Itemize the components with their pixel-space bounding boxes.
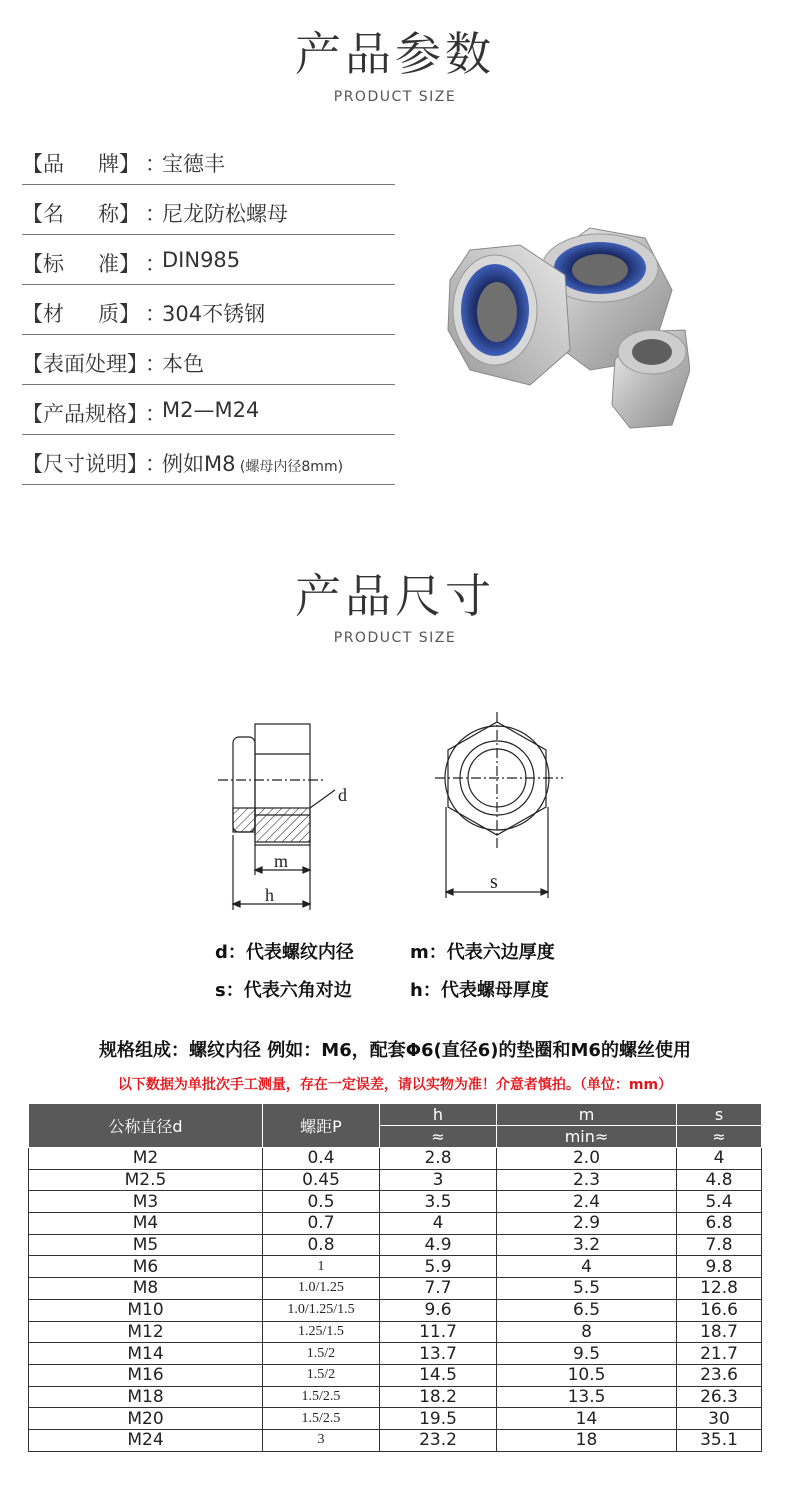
param-label-part: 【表面处理】 xyxy=(22,352,148,376)
cell-m: 3.2 xyxy=(497,1234,677,1256)
table-row xyxy=(29,1278,762,1300)
cell-pitch: 3 xyxy=(263,1429,380,1451)
param-value xyxy=(162,448,343,478)
table-row xyxy=(29,1321,762,1343)
param-row xyxy=(22,135,395,185)
cell-diameter: M24 xyxy=(29,1429,263,1451)
param-label-part: 准】 xyxy=(98,252,140,276)
param-label-part: 牌】 xyxy=(98,152,140,176)
cell-m: 5.5 xyxy=(497,1278,677,1300)
cell-h: 18.2 xyxy=(380,1386,497,1408)
param-colon: ： xyxy=(145,302,166,326)
cell-m: 6.5 xyxy=(497,1299,677,1321)
cell-pitch: 0.4 xyxy=(263,1148,380,1170)
table-row xyxy=(29,1169,762,1191)
cell-diameter: M20 xyxy=(29,1408,263,1430)
cell-h: 7.7 xyxy=(380,1278,497,1300)
cell-m: 10.5 xyxy=(497,1364,677,1386)
cell-m: 8 xyxy=(497,1321,677,1343)
cell-h: 5.9 xyxy=(380,1256,497,1278)
cell-pitch: 1.5/2 xyxy=(263,1364,380,1386)
header-s: s xyxy=(677,1104,762,1126)
cell-pitch: 1.5/2 xyxy=(263,1343,380,1365)
cell-diameter: M18 xyxy=(29,1386,263,1408)
cell-h: 9.6 xyxy=(380,1299,497,1321)
param-value xyxy=(162,198,288,228)
section-title-size: 产品尺寸 xyxy=(295,569,495,623)
param-row xyxy=(22,435,395,485)
param-label-part: 【尺寸说明】 xyxy=(22,452,148,476)
legend-d: d：代表螺纹内径 xyxy=(215,942,354,963)
cell-s: 16.6 xyxy=(677,1299,762,1321)
param-label-part: 【产品规格】 xyxy=(22,402,148,426)
header-h-sub: ≈ xyxy=(380,1126,497,1148)
param-label xyxy=(22,298,140,328)
cell-s: 6.8 xyxy=(677,1213,762,1235)
param-value-note: (螺母内径8mm) xyxy=(235,459,344,475)
cell-s: 9.8 xyxy=(677,1256,762,1278)
param-label-part: 称】 xyxy=(98,202,140,226)
cell-diameter: M6 xyxy=(29,1256,263,1278)
param-value-text: 304不锈钢 xyxy=(162,302,266,326)
cell-m: 18 xyxy=(497,1429,677,1451)
section-title-params: 产品参数 xyxy=(295,27,495,81)
cell-s: 21.7 xyxy=(677,1343,762,1365)
param-label xyxy=(22,448,148,478)
param-label-part: 【名 xyxy=(22,202,64,226)
section-subtitle-size: PRODUCT SIZE xyxy=(333,630,457,646)
param-label-part: 【品 xyxy=(22,152,64,176)
cell-diameter: M16 xyxy=(29,1364,263,1386)
param-value xyxy=(162,248,240,272)
param-colon: ： xyxy=(145,202,166,226)
legend-h: h：代表螺母厚度 xyxy=(410,980,549,1001)
param-row xyxy=(22,335,395,385)
label-h: h xyxy=(265,885,274,905)
param-colon: ： xyxy=(145,402,166,426)
param-value-text: 本色 xyxy=(162,352,204,376)
cell-pitch: 1.25/1.5 xyxy=(263,1321,380,1343)
param-value xyxy=(162,148,225,178)
cell-s: 23.6 xyxy=(677,1364,762,1386)
cell-m: 9.5 xyxy=(497,1343,677,1365)
header-m: m xyxy=(497,1104,677,1126)
table-row xyxy=(29,1213,762,1235)
param-colon: ： xyxy=(145,352,166,376)
measurement-warning: 以下数据为单批次手工测量，存在一定误差，请以实物为准！介意者慎拍。（单位：mm） xyxy=(117,1077,673,1093)
label-d: d xyxy=(338,785,347,805)
cell-s: 4 xyxy=(677,1148,762,1170)
param-value-text: M2—M24 xyxy=(162,398,260,422)
param-value xyxy=(162,348,204,378)
spec-composition-note: 规格组成：螺纹内径 例如：M6，配套Φ6(直径6)的垫圈和M6的螺丝使用 xyxy=(99,1040,691,1061)
cell-diameter: M4 xyxy=(29,1213,263,1235)
spec-table xyxy=(28,1103,762,1452)
header-s-sub: ≈ xyxy=(677,1126,762,1148)
front-view-drawing xyxy=(435,712,563,898)
cell-s: 18.7 xyxy=(677,1321,762,1343)
cell-pitch: 1.0/1.25/1.5 xyxy=(263,1299,380,1321)
cell-pitch: 1.5/2.5 xyxy=(263,1408,380,1430)
cell-s: 4.8 xyxy=(677,1169,762,1191)
param-value-text: DIN985 xyxy=(162,248,241,272)
param-value xyxy=(162,398,259,422)
param-row xyxy=(22,235,395,285)
param-colon: ： xyxy=(145,152,166,176)
table-row xyxy=(29,1429,762,1451)
cell-m: 13.5 xyxy=(497,1386,677,1408)
cell-s: 30 xyxy=(677,1408,762,1430)
table-row xyxy=(29,1299,762,1321)
header-pitch: 螺距P xyxy=(263,1104,380,1148)
table-row xyxy=(29,1256,762,1278)
cell-m: 4 xyxy=(497,1256,677,1278)
param-row xyxy=(22,285,395,335)
cell-m: 2.0 xyxy=(497,1148,677,1170)
table-row xyxy=(29,1234,762,1256)
param-row xyxy=(22,185,395,235)
table-row xyxy=(29,1408,762,1430)
cell-pitch: 1 xyxy=(263,1256,380,1278)
side-view-drawing xyxy=(218,724,335,910)
label-m: m xyxy=(274,851,289,871)
header-m-sub: min≈ xyxy=(497,1126,677,1148)
cell-diameter: M8 xyxy=(29,1278,263,1300)
nut-left xyxy=(448,245,570,385)
label-s: s xyxy=(490,871,498,893)
legend-m: m：代表六边厚度 xyxy=(410,942,555,963)
param-value-text: 例如M8 xyxy=(162,452,236,476)
param-label xyxy=(22,348,148,378)
cell-diameter: M2 xyxy=(29,1148,263,1170)
param-value-text: 宝德丰 xyxy=(162,152,225,176)
cell-diameter: M14 xyxy=(29,1343,263,1365)
param-label xyxy=(22,248,140,278)
cell-diameter: M3 xyxy=(29,1191,263,1213)
nut-front xyxy=(612,330,690,428)
table-row xyxy=(29,1148,762,1170)
section-subtitle-params: PRODUCT SIZE xyxy=(333,89,457,105)
cell-h: 19.5 xyxy=(380,1408,497,1430)
param-value-text: 尼龙防松螺母 xyxy=(162,202,288,226)
param-label-part: 【材 xyxy=(22,302,64,326)
table-row xyxy=(29,1343,762,1365)
cell-h: 13.7 xyxy=(380,1343,497,1365)
header-diameter: 公称直径d xyxy=(29,1104,263,1148)
param-label xyxy=(22,148,140,178)
param-label-part: 【标 xyxy=(22,252,64,276)
cell-h: 4 xyxy=(380,1213,497,1235)
cell-h: 11.7 xyxy=(380,1321,497,1343)
cell-m: 2.4 xyxy=(497,1191,677,1213)
cell-h: 4.9 xyxy=(380,1234,497,1256)
param-label xyxy=(22,198,140,228)
cell-h: 23.2 xyxy=(380,1429,497,1451)
param-colon: ： xyxy=(145,252,166,276)
cell-h: 3 xyxy=(380,1169,497,1191)
cell-h: 14.5 xyxy=(380,1364,497,1386)
product-photo xyxy=(440,220,690,435)
param-value xyxy=(162,298,265,328)
table-row xyxy=(29,1191,762,1213)
cell-m: 14 xyxy=(497,1408,677,1430)
cell-m: 2.3 xyxy=(497,1169,677,1191)
cell-pitch: 1.0/1.25 xyxy=(263,1278,380,1300)
cell-h: 2.8 xyxy=(380,1148,497,1170)
cell-pitch: 0.8 xyxy=(263,1234,380,1256)
cell-s: 12.8 xyxy=(677,1278,762,1300)
cell-pitch: 0.45 xyxy=(263,1169,380,1191)
cell-s: 5.4 xyxy=(677,1191,762,1213)
cell-diameter: M2.5 xyxy=(29,1169,263,1191)
cell-diameter: M12 xyxy=(29,1321,263,1343)
cell-m: 2.9 xyxy=(497,1213,677,1235)
dimension-diagram xyxy=(210,710,580,920)
cell-diameter: M10 xyxy=(29,1299,263,1321)
cell-pitch: 0.7 xyxy=(263,1213,380,1235)
product-params-list xyxy=(22,135,395,485)
cell-s: 7.8 xyxy=(677,1234,762,1256)
param-label-part: 质】 xyxy=(98,302,140,326)
cell-s: 35.1 xyxy=(677,1429,762,1451)
param-colon: ： xyxy=(145,452,166,476)
header-h: h xyxy=(380,1104,497,1126)
param-row xyxy=(22,385,395,435)
table-row xyxy=(29,1386,762,1408)
cell-s: 26.3 xyxy=(677,1386,762,1408)
table-row xyxy=(29,1364,762,1386)
cell-pitch: 1.5/2.5 xyxy=(263,1386,380,1408)
cell-h: 3.5 xyxy=(380,1191,497,1213)
legend-s: s：代表六角对边 xyxy=(215,980,352,1001)
cell-diameter: M5 xyxy=(29,1234,263,1256)
cell-pitch: 0.5 xyxy=(263,1191,380,1213)
param-label xyxy=(22,398,148,428)
